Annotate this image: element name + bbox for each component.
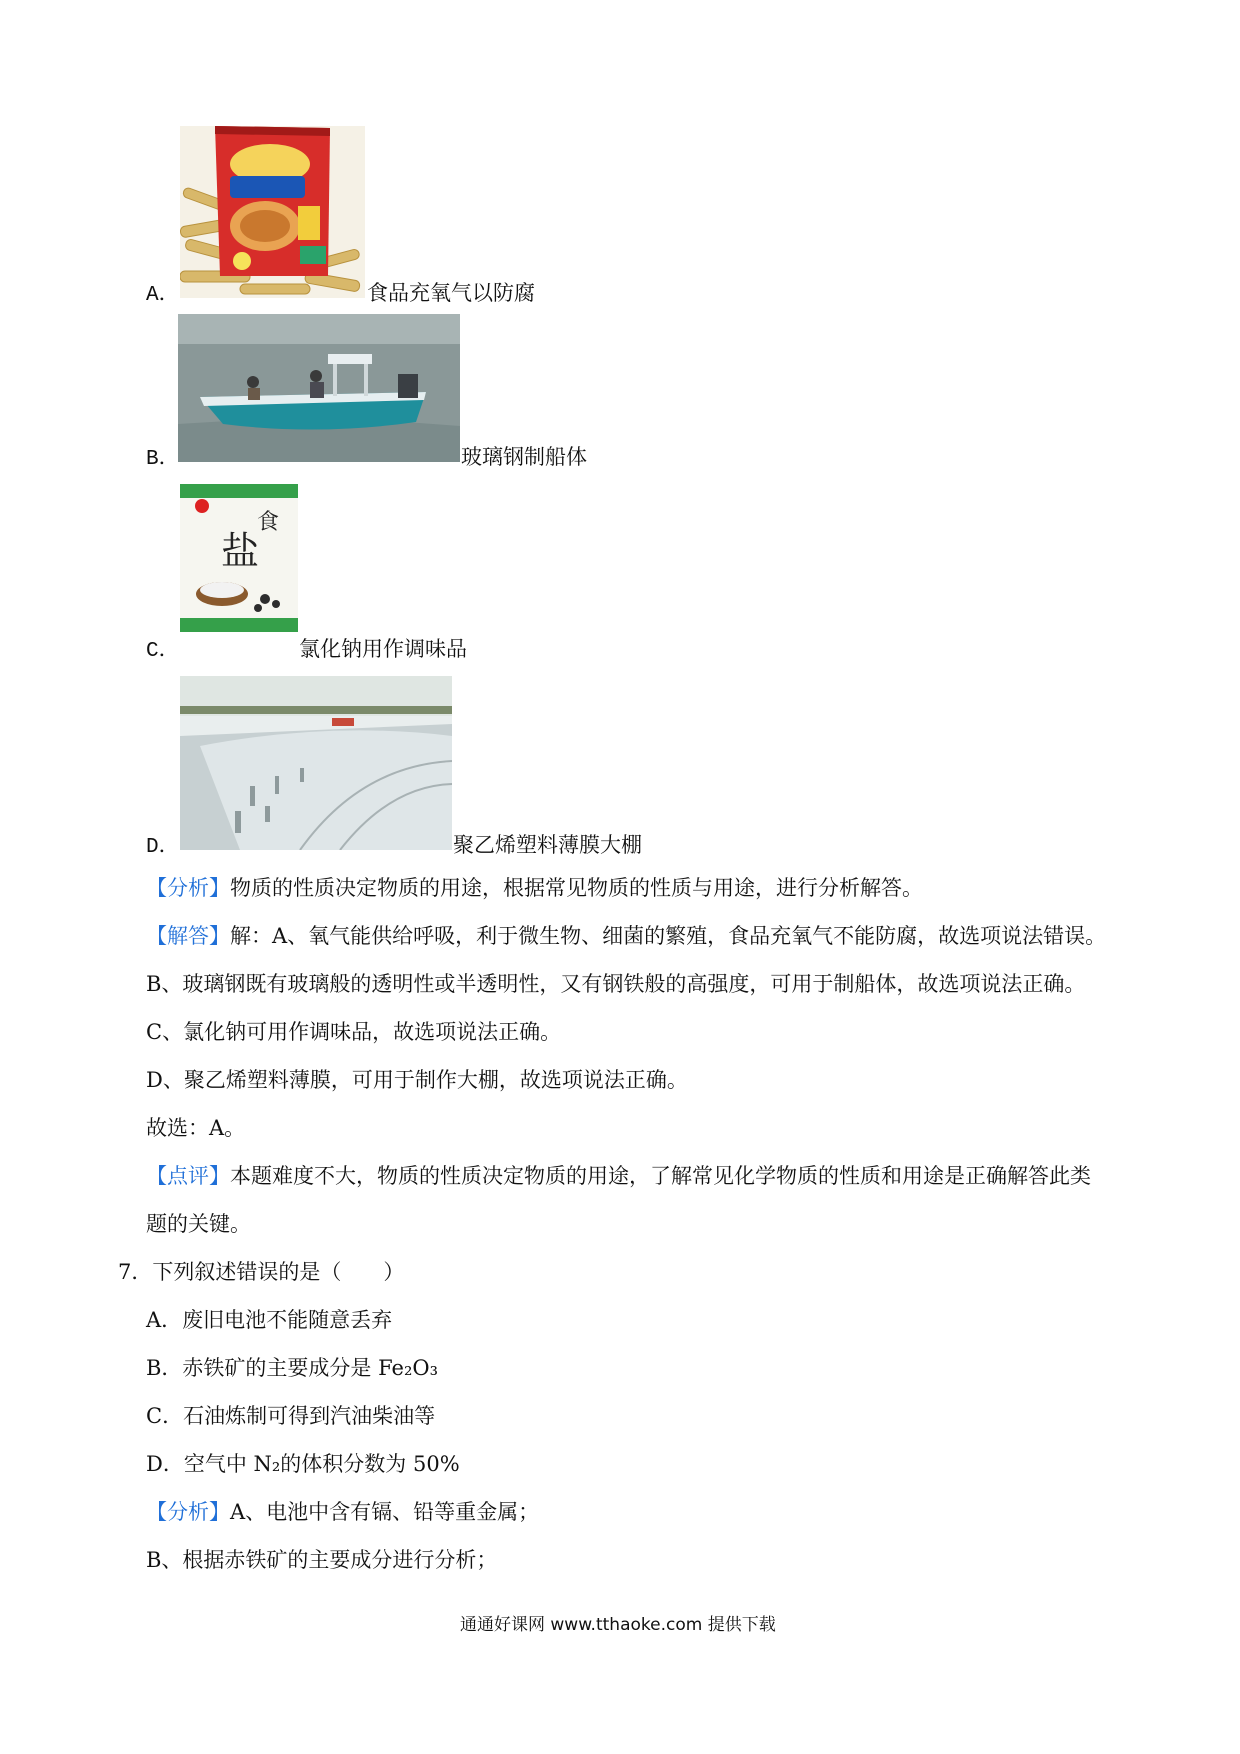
svg-text:盐: 盐	[220, 529, 260, 573]
q7-analysis-line-2: B、根据赤铁矿的主要成分进行分析；	[146, 1548, 498, 1572]
footer-source: 通通好课网 www.tthaoke.com 提供下载	[460, 1615, 776, 1635]
answer-text-1: 解：A、氧气能供给呼吸，利于微生物、细菌的繁殖，食品充氧气不能防腐，故选项说法错误。	[230, 924, 1107, 948]
answer-tag: 【解答】	[146, 924, 230, 948]
q6-answer-line-2: B、玻璃钢既有玻璃般的透明性或半透明性，又有钢铁般的高强度，可用于制船体，故选项说法正确。	[146, 972, 1086, 996]
q6-answer-line-3: C、氯化钠可用作调味品，故选项说法正确。	[146, 1020, 562, 1044]
option-d-caption: 聚乙烯塑料薄膜大棚	[453, 833, 642, 857]
q7-option-a: A．废旧电池不能随意丢弃	[146, 1308, 393, 1332]
q7-option-c: C．石油炼制可得到汽油柴油等	[146, 1404, 436, 1428]
option-d-label: D．	[146, 836, 180, 859]
option-b-caption: 玻璃钢制船体	[461, 445, 587, 469]
option-a-label: A．	[146, 284, 180, 307]
analysis-tag: 【分析】	[146, 876, 230, 900]
q6-answer-line-1	[146, 926, 1106, 947]
q6-comment-line-2: 题的关键。	[146, 1212, 251, 1236]
q7-stem: 7．下列叙述错误的是（ ）	[118, 1260, 405, 1284]
q7-option-b: B．赤铁矿的主要成分是 Fe₂O₃	[146, 1356, 439, 1380]
greenhouse-image	[180, 676, 452, 850]
q6-answer-line-5: 故选：A。	[146, 1116, 246, 1140]
comment-tag: 【点评】	[146, 1164, 230, 1188]
svg-text:食: 食	[256, 510, 280, 535]
q6-comment-line-1	[146, 1166, 1091, 1187]
q6-analysis	[146, 878, 923, 899]
option-a-caption: 食品充氧气以防腐	[367, 281, 535, 305]
q7-option-d: D．空气中 N₂的体积分数为 50%	[146, 1452, 460, 1476]
salt-package-image	[180, 484, 298, 632]
q7-analysis-line-1	[146, 1502, 539, 1523]
option-b-label: B．	[146, 448, 180, 471]
comment-text-1: 本题难度不大，物质的性质决定物质的用途，了解常见化学物质的性质和用途是正确解答此类	[230, 1164, 1091, 1188]
analysis-text: 物质的性质决定物质的用途，根据常见物质的性质与用途，进行分析解答。	[230, 876, 923, 900]
option-c-caption: 氯化钠用作调味品	[299, 637, 467, 661]
option-c-label: C．	[146, 640, 180, 663]
snack-bag-image	[180, 126, 365, 298]
q7-analysis-text-1: A、电池中含有镉、铅等重金属；	[230, 1500, 540, 1524]
fiberglass-boat-image	[178, 314, 460, 462]
q6-answer-line-4: D、聚乙烯塑料薄膜，可用于制作大棚，故选项说法正确。	[146, 1068, 688, 1092]
q7-analysis-tag: 【分析】	[146, 1500, 230, 1524]
